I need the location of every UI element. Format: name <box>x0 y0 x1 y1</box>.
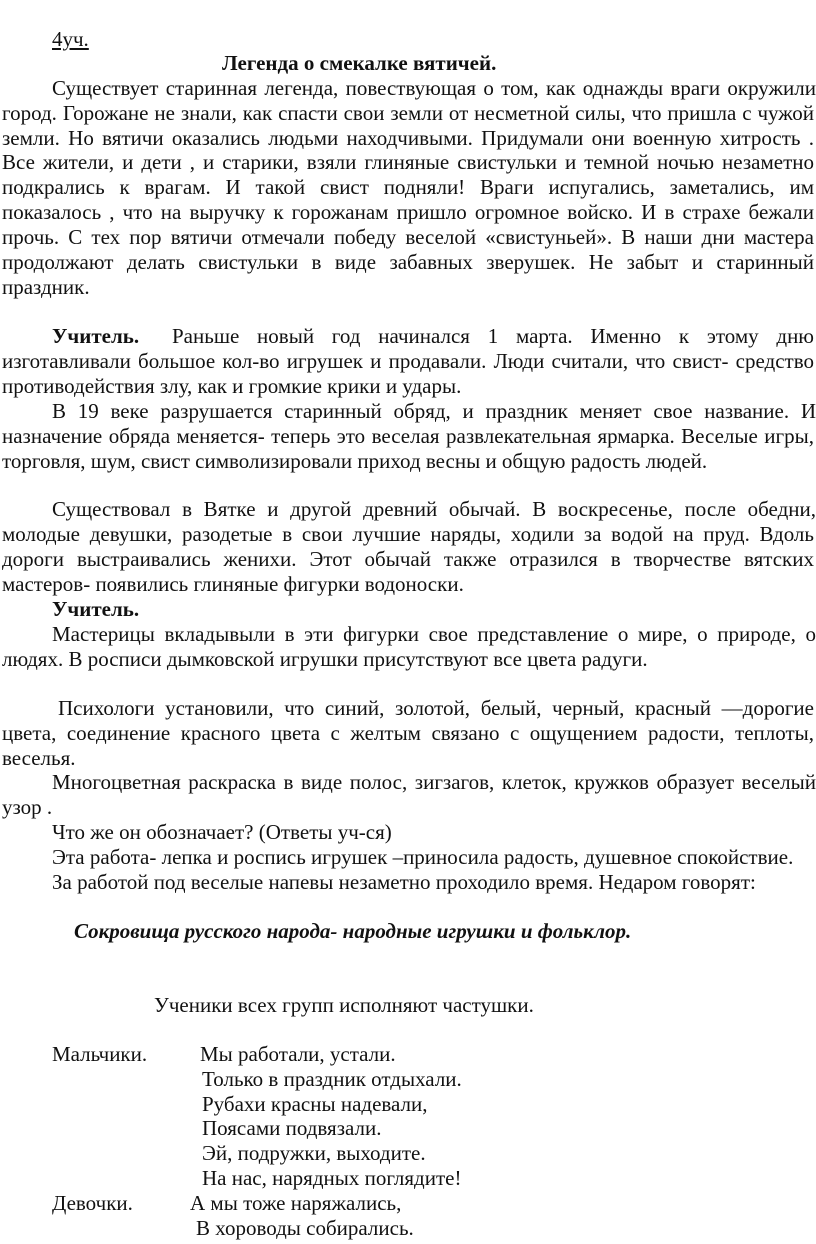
teacher-label: Учитель. <box>52 597 140 622</box>
psychologists-line: веселья. <box>2 745 76 770</box>
century-line: назначение обряда меняется- теперь это веселая развлекательная ярмарка. Веселые игры, <box>2 423 814 448</box>
girls-label: Девочки. <box>52 1191 133 1216</box>
pattern-line: узор . <box>2 795 53 820</box>
custom-line: молодые девушки, разодетые в свои лучшие наряды, ходили за водой на пруд. Вдоль <box>2 522 814 547</box>
boys-label: Мальчики. <box>52 1041 148 1066</box>
work-line: За работой под веселые напевы незаметно проходило время. Недаром говорят: <box>52 870 756 895</box>
legend-line: Все жители, и дети , и старики, взяли глиняные свистульки и темной ночью незаметно <box>2 150 814 175</box>
legend-line: подкрались к врагам. И такой свист подняли! Враги испугались, заметались, им <box>2 175 814 200</box>
verse-line: Рубахи красны надевали, <box>202 1091 428 1116</box>
saying: Сокровища русского народа- народные игрушки и фольклор. <box>74 919 632 944</box>
legend-line: продолжают делать свистульки в виде забавных зверушек. Не забыт и старинный <box>2 250 814 275</box>
students-note: Ученики всех групп исполняют частушки. <box>154 992 534 1017</box>
teacher-line: противодействия злу, как и громкие крики и удары. <box>2 373 462 398</box>
psychologists-line: Психологи установили, что синий, золотой, белый, черный, красный —дорогие <box>58 695 814 720</box>
custom-line: мастеров- появились глиняные фигурки водоноски. <box>2 572 464 597</box>
custom-line: Существовал в Вятке и другой древний обычай. В воскресенье, после обедни, <box>52 497 816 522</box>
century-line: В 19 веке разрушается старинный обряд, и праздник меняет свое название. И <box>52 398 816 423</box>
lesson-number: 4уч. <box>52 26 89 51</box>
teacher-first-line: Раньше новый год начинался 1 марта. Именно к этому дню <box>172 323 814 348</box>
legend-line: показалось , что на выручку к горожанам пришло огромное войско. И в страхе бежали <box>2 200 814 225</box>
verse-line: На нас, нарядных поглядите! <box>202 1166 462 1191</box>
teacher-line: людях. В росписи дымковской игрушки присутствуют все цвета радуги. <box>2 646 648 671</box>
legend-line: земли. Но вятичи оказались людьми находчивыми. Придумали они военную хитрость . <box>2 125 814 150</box>
verse-line: Эй, подружки, выходите. <box>202 1141 426 1166</box>
legend-title: Легенда о смекалке вятичей. <box>222 50 497 75</box>
legend-line: город. Горожане не знали, как спасти свои земли от несметной силы, что пришла с чужой <box>2 100 814 125</box>
psychologists-line: цвета, соединение красного цвета с желтым связано с ощущением радости, теплоты, <box>2 720 814 745</box>
teacher-line: изготавливали большое кол-во игрушек и продавали. Люди считали, что свист- средство <box>2 348 814 373</box>
verse-line: Поясами подвязали. <box>202 1116 382 1141</box>
question-line: Что же он обозначает? (Ответы уч-ся) <box>52 820 392 845</box>
teacher-line: Мастерицы вкладывыли в эти фигурки свое представление о мире, о природе, о <box>52 621 816 646</box>
custom-line: дороги выстраивались женихи. Этот обычай также отразился в творчестве вятских <box>2 547 814 572</box>
work-line: Эта работа- лепка и роспись игрушек –приносила радость, душевное спокойствие. <box>52 845 794 870</box>
legend-line: Существует старинная легенда, повествующая о том, как однажды враги окружили <box>52 75 816 100</box>
teacher-label: Учитель. <box>52 323 140 348</box>
verse-line: Только в праздник отдыхали. <box>202 1066 462 1091</box>
verse-line: В хороводы собирались. <box>196 1216 414 1241</box>
verse-line: Мы работали, устали. <box>200 1041 396 1066</box>
verse-line: А мы тоже наряжались, <box>190 1191 402 1216</box>
legend-line: праздник. <box>2 275 90 300</box>
pattern-line: Многоцветная раскраска в виде полос, зигзагов, клеток, кружков образует веселый <box>52 770 816 795</box>
legend-line: прочь. С тех пор вятичи отмечали победу веселой «свистуньей». В наши дни мастера <box>2 225 814 250</box>
century-line: торговля, шум, свист символизировали приход весны и общую радость людей. <box>2 448 708 473</box>
